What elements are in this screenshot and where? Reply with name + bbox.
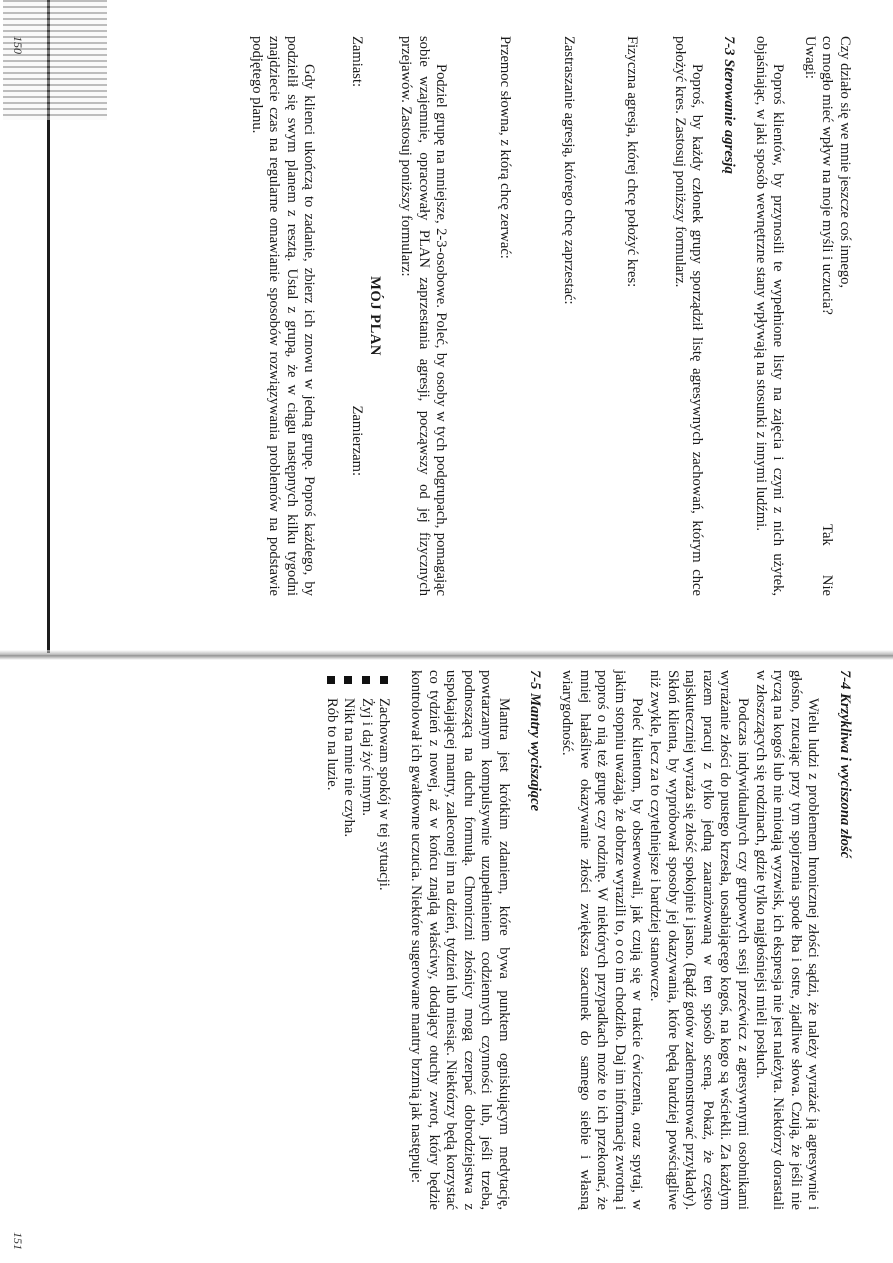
form-field-verbal: Przemoc słowna, z którą chcę zerwać: [497, 36, 514, 259]
paragraph-finish: Gdy klienci ukończą to zadanie, zbierz ich znowu w jedną grupę. Poproś każdego, by podzielił się swym planem z resztą. Ustal z grupą, że w ciągu następnych kilku tygodni znajdziecie czas na regularne omawianie sposobów rozwiązywania problemów na podstawie podjętego planu. [248, 36, 318, 596]
bullet-square-icon [362, 676, 370, 684]
answer-no: Nie [819, 574, 836, 596]
plan-columns [348, 36, 366, 596]
paragraph-7-3: Poproś, by każdy członek grupy sporządził listę agresywnych zachowań, którym chce położyć kres. Zastosuj poniższy formularz. [671, 36, 706, 596]
page-number-left: 150 [11, 36, 25, 54]
section-7-4-heading: 7-4 Krzykliwa i wyciszona złość [837, 670, 853, 859]
bullet-square-icon [344, 676, 352, 684]
mantra-text: Żyj i daj żyć innym. [358, 698, 375, 816]
list-item [375, 676, 393, 1210]
bullet-square-icon [380, 676, 388, 684]
form-field-physical: Fizyczna agresja, której chcę położyć kres: [624, 36, 641, 288]
question-line-1: Czy działo się we mnie jeszcze coś innego, [837, 36, 853, 289]
mantra-list [322, 670, 392, 1210]
mantra-text: Rób to na luzie. [323, 698, 340, 791]
form-field-intimidation: Zastraszanie agresją, którego chcę zaprzestać: [560, 36, 577, 305]
section-7-5-heading: 7-5 Mantry wyciszające [527, 670, 544, 812]
paragraph-subgroups: Podziel grupę na mniejsze, 2-3-osobowe. Poleć, by osoby w tych podgrupach, pomagając sobie wzajemnie, opracowały PLAN zaprzestania agresji, począwszy od jej fizycznych przejawów. Zastosuj poniższy formularz: [398, 36, 450, 596]
scan-edge-artifact [3, 0, 107, 120]
question-line-2: co mogło mieć wpływ na moje myśli i uczucia? [819, 36, 836, 315]
mantra-text: Zachowam spokój w tej sytuacji. [376, 698, 393, 891]
plan-col-intend: Zamierzam: [349, 405, 366, 476]
bullet-square-icon [327, 676, 335, 684]
list-item [322, 676, 340, 1210]
paragraph-7-4-c: Poleć klientom, by obserwowali, jak czują się w trakcie ćwiczenia, oraz spytaj, w jakim stopniu uważają, że dobrze wyrazili to, o co im chodziło. Daj im informację zwrotną i poproś o nią też grupę czy rodzinę. W niektórych przypadkach może to ich przekonać, że mniej hałaśliwe okazywanie złości zwiększa szacunek do samego siebie i własną wiarygodność. [559, 670, 646, 1210]
book-gutter [0, 650, 893, 660]
list-item [340, 676, 358, 1210]
left-page [247, 36, 853, 596]
mantra-text: Nikt na mnie nie czyha. [341, 698, 358, 837]
answer-yes: Tak [819, 524, 836, 546]
list-item [357, 676, 375, 1210]
paragraph-7-4-a: Wielu ludzi z problemem hronicznej złości sądzi, że należy wyrażać ją agresywnie i głośno, rzucając przy tym spojrzenia spode łba i ostre, zjadliwe słowa. Czują, że jeśli nie ryczą na kogoś lub nie miotają wyzwisk, ich ekspresja nie jest należyta. Niektórzy dorastali w złoszczących się rodzinach, gdzie tylko najgłośniejsi mieli posłuch. [752, 670, 822, 1210]
plan-col-instead: Zamiast: [349, 36, 366, 88]
paragraph-7-5: Mantra jest krótkim zdaniem, które bywa punktem ogniskującym medytację, powtarzanym kompulsywnie uzupełnieniem codziennych czynności lub, jeśli trzeba, podnoszącą na duchu formułą. Chroniczni złośnicy mogą czerpać dobrodziejstwa z uspokajającej mantry, zaleconej im na dzień, tydzień lub miesiąc. Niektórzy będą korzystać co tydzień z nowej, aż w końcu znajdą właściwy, dodający otuchy zwrot, który będzie kontrolował ich gwałtowne uczucia. Niektóre sugerowane mantry brzmią jak następuje: [407, 670, 512, 1210]
section-7-3-heading: 7-3 Sterowanie agresją [721, 36, 738, 174]
answer-options [818, 524, 836, 596]
question-row-2 [818, 36, 836, 596]
question-row [835, 36, 853, 596]
paragraph-review: Poproś klientów, by przynosili te wypełnione listy na zajęcia i czyni z nich użytek, objaśniając, w jaki sposób wewnętrzne stany wpływają na stosunki z innymi ludźmi. [752, 36, 787, 596]
right-page [322, 670, 853, 1210]
paragraph-7-4-b: Podczas indywidualnych czy grupowych sesji przećwicz z agresywnymi osobnikami wyrażanie złości do pustego krzesła, uosabiającego kogoś, na kogo są wściekli. Za każdym razem pracuj z tylko jedną zaaranżowaną w ten sposób sceną. Pokaż, że często najskuteczniej wyraża się złość spokojnie i jasno. (Bądź gotów zademonstrować przykłady). Skłoń klienta, by wypróbował sposoby jej okazywania, które będą bardziej powściągliwe niż zwykle, lecz za to czytelniejsze i bardziej stanowcze. [647, 670, 752, 1210]
remarks-label: Uwagi: [801, 36, 818, 79]
page-number-right: 151 [11, 1232, 25, 1250]
plan-title: MÓJ PLAN [366, 276, 383, 356]
